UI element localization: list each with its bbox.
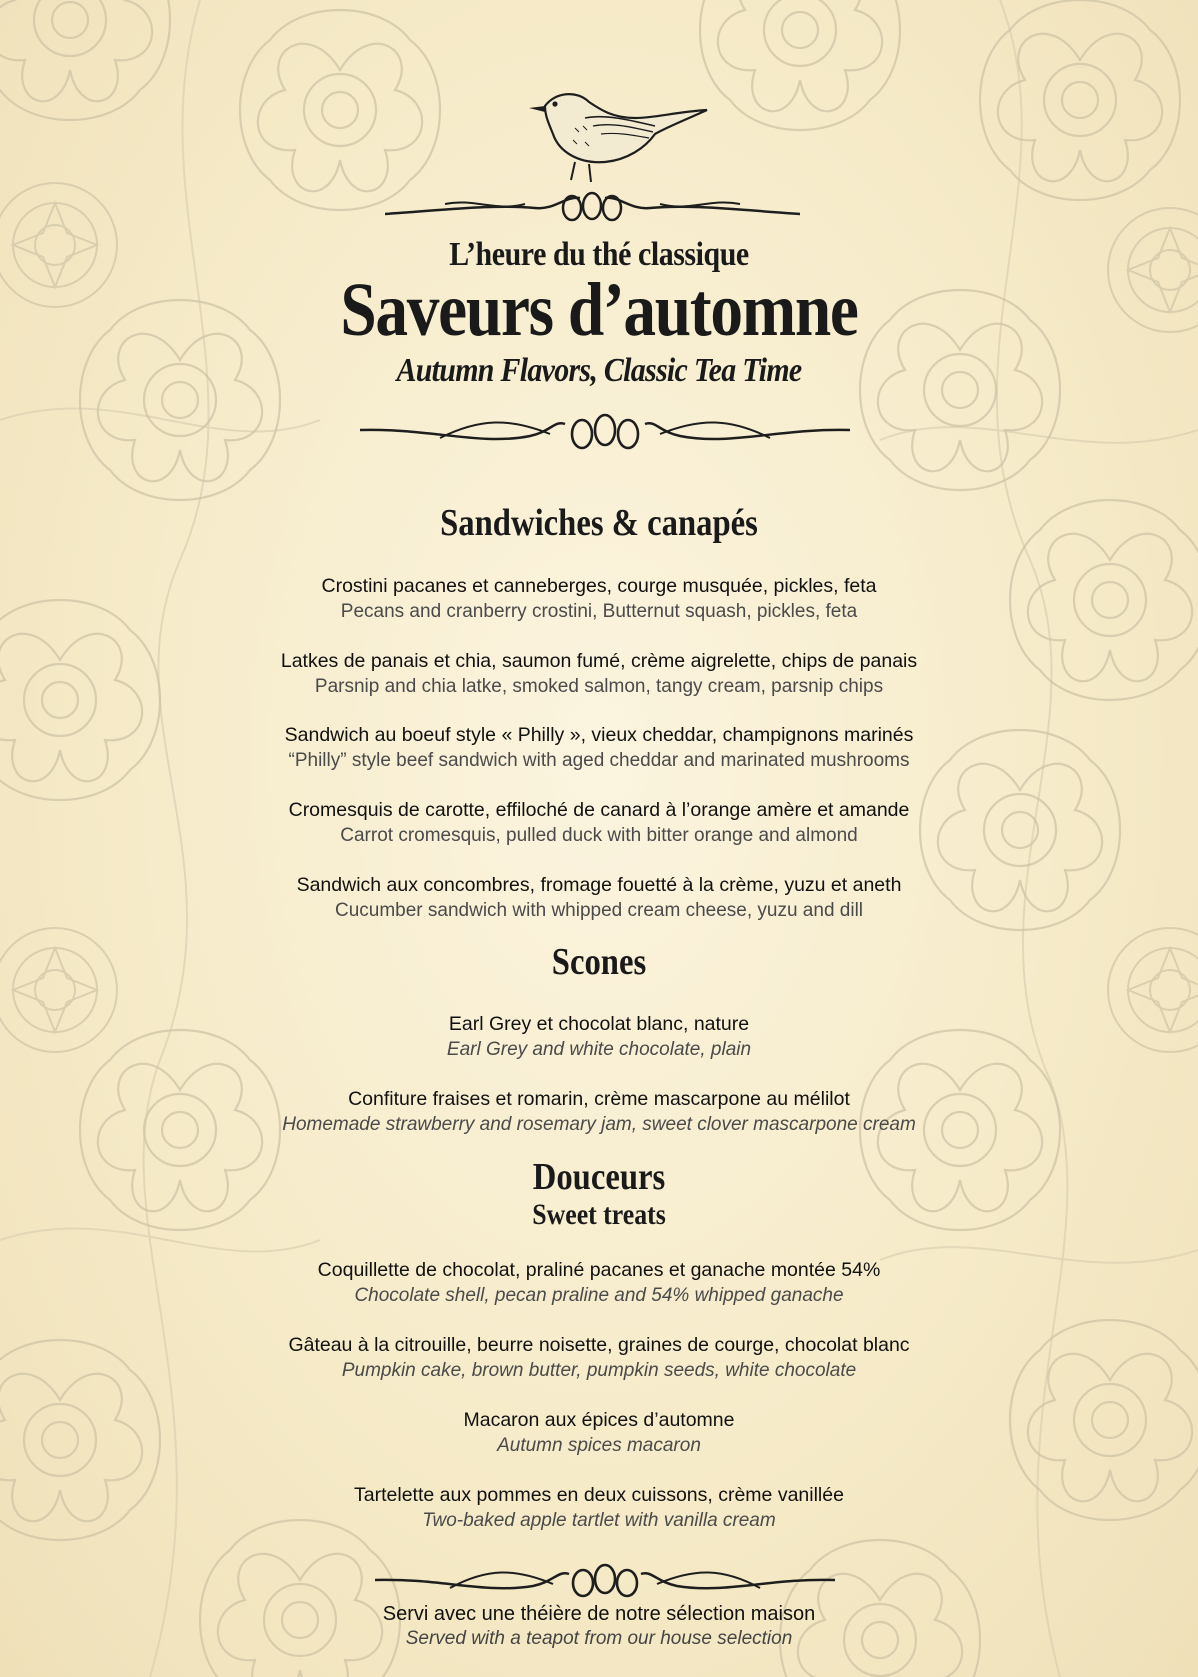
item-name-fr: Gâteau à la citrouille, beurre noisette, graines de courge, chocolat blanc (288, 1334, 910, 1356)
flourish-divider-icon (385, 186, 800, 226)
item-name-fr: Cromesquis de carotte, effiloché de canard à l’orange amère et amande (288, 799, 910, 821)
item-name-en: Homemade strawberry and rosemary jam, sweet clover mascarpone cream (282, 1114, 916, 1135)
footer-note-en: Served with a teapot from our house selection (405, 1628, 793, 1649)
item-name-fr: Tartelette aux pommes en deux cuissons, crème vanillée (354, 1484, 844, 1506)
page-title: Saveurs d’automne (340, 268, 858, 352)
item-name-en: “Philly” style beef sandwich with aged cheddar and marinated mushrooms (288, 750, 910, 771)
item-name-en: Earl Grey and white chocolate, plain (446, 1039, 752, 1060)
list-item (0, 1258, 1198, 1308)
list-item (0, 1408, 1198, 1458)
subtitle-en: Autumn Flavors, Classic Tea Time (396, 352, 802, 389)
item-name-en: Pecans and cranberry crostini, Butternut squash, pickles, feta (340, 601, 858, 622)
list-item (0, 873, 1198, 923)
item-name-en: Pumpkin cake, brown butter, pumpkin seeds, white chocolate (341, 1360, 857, 1381)
flourish-divider-icon (360, 408, 850, 454)
item-name-fr: Earl Grey et chocolat blanc, nature (448, 1013, 750, 1035)
subtitle-fr: L’heure du thé classique (449, 236, 749, 273)
item-name-en: Parsnip and chia latke, smoked salmon, tangy cream, parsnip chips (314, 676, 884, 697)
bird-icon (515, 88, 715, 198)
flourish-divider-icon (375, 1558, 835, 1602)
list-item (0, 1012, 1198, 1062)
item-name-fr: Confiture fraises et romarin, crème mascarpone au mélilot (348, 1088, 850, 1110)
item-name-en: Two-baked apple tartlet with vanilla cream (422, 1510, 776, 1531)
item-name-en: Carrot cromesquis, pulled duck with bitter orange and almond (340, 825, 858, 846)
section-subtitle-douceurs: Sweet treats (532, 1198, 666, 1231)
item-name-en: Autumn spices macaron (497, 1435, 701, 1456)
list-item (0, 574, 1198, 624)
item-name-en: Chocolate shell, pecan praline and 54% whipped ganache (354, 1285, 844, 1306)
section-title-douceurs: Douceurs (532, 1156, 666, 1198)
footer-note-fr: Servi avec une théière de notre sélection maison (382, 1603, 816, 1625)
list-item (0, 1483, 1198, 1533)
item-name-en: Cucumber sandwich with whipped cream cheese, yuzu and dill (334, 900, 864, 921)
list-item (0, 1087, 1198, 1137)
section-title-sandwiches: Sandwiches & canapés (440, 502, 758, 544)
item-name-fr: Sandwich aux concombres, fromage fouetté à la crème, yuzu et aneth (296, 874, 902, 896)
list-item (0, 649, 1198, 699)
item-name-fr: Sandwich au boeuf style « Philly », vieux cheddar, champignons marinés (284, 724, 914, 746)
item-name-fr: Macaron aux épices d’automne (463, 1409, 735, 1431)
item-name-fr: Crostini pacanes et canneberges, courge musquée, pickles, feta (321, 575, 877, 597)
list-item (0, 798, 1198, 848)
item-name-fr: Latkes de panais et chia, saumon fumé, crème aigrelette, chips de panais (280, 650, 918, 672)
item-name-fr: Coquillette de chocolat, praliné pacanes et ganache montée 54% (317, 1259, 881, 1281)
list-item (0, 1333, 1198, 1383)
list-item (0, 723, 1198, 773)
section-title-scones: Scones (551, 941, 647, 983)
